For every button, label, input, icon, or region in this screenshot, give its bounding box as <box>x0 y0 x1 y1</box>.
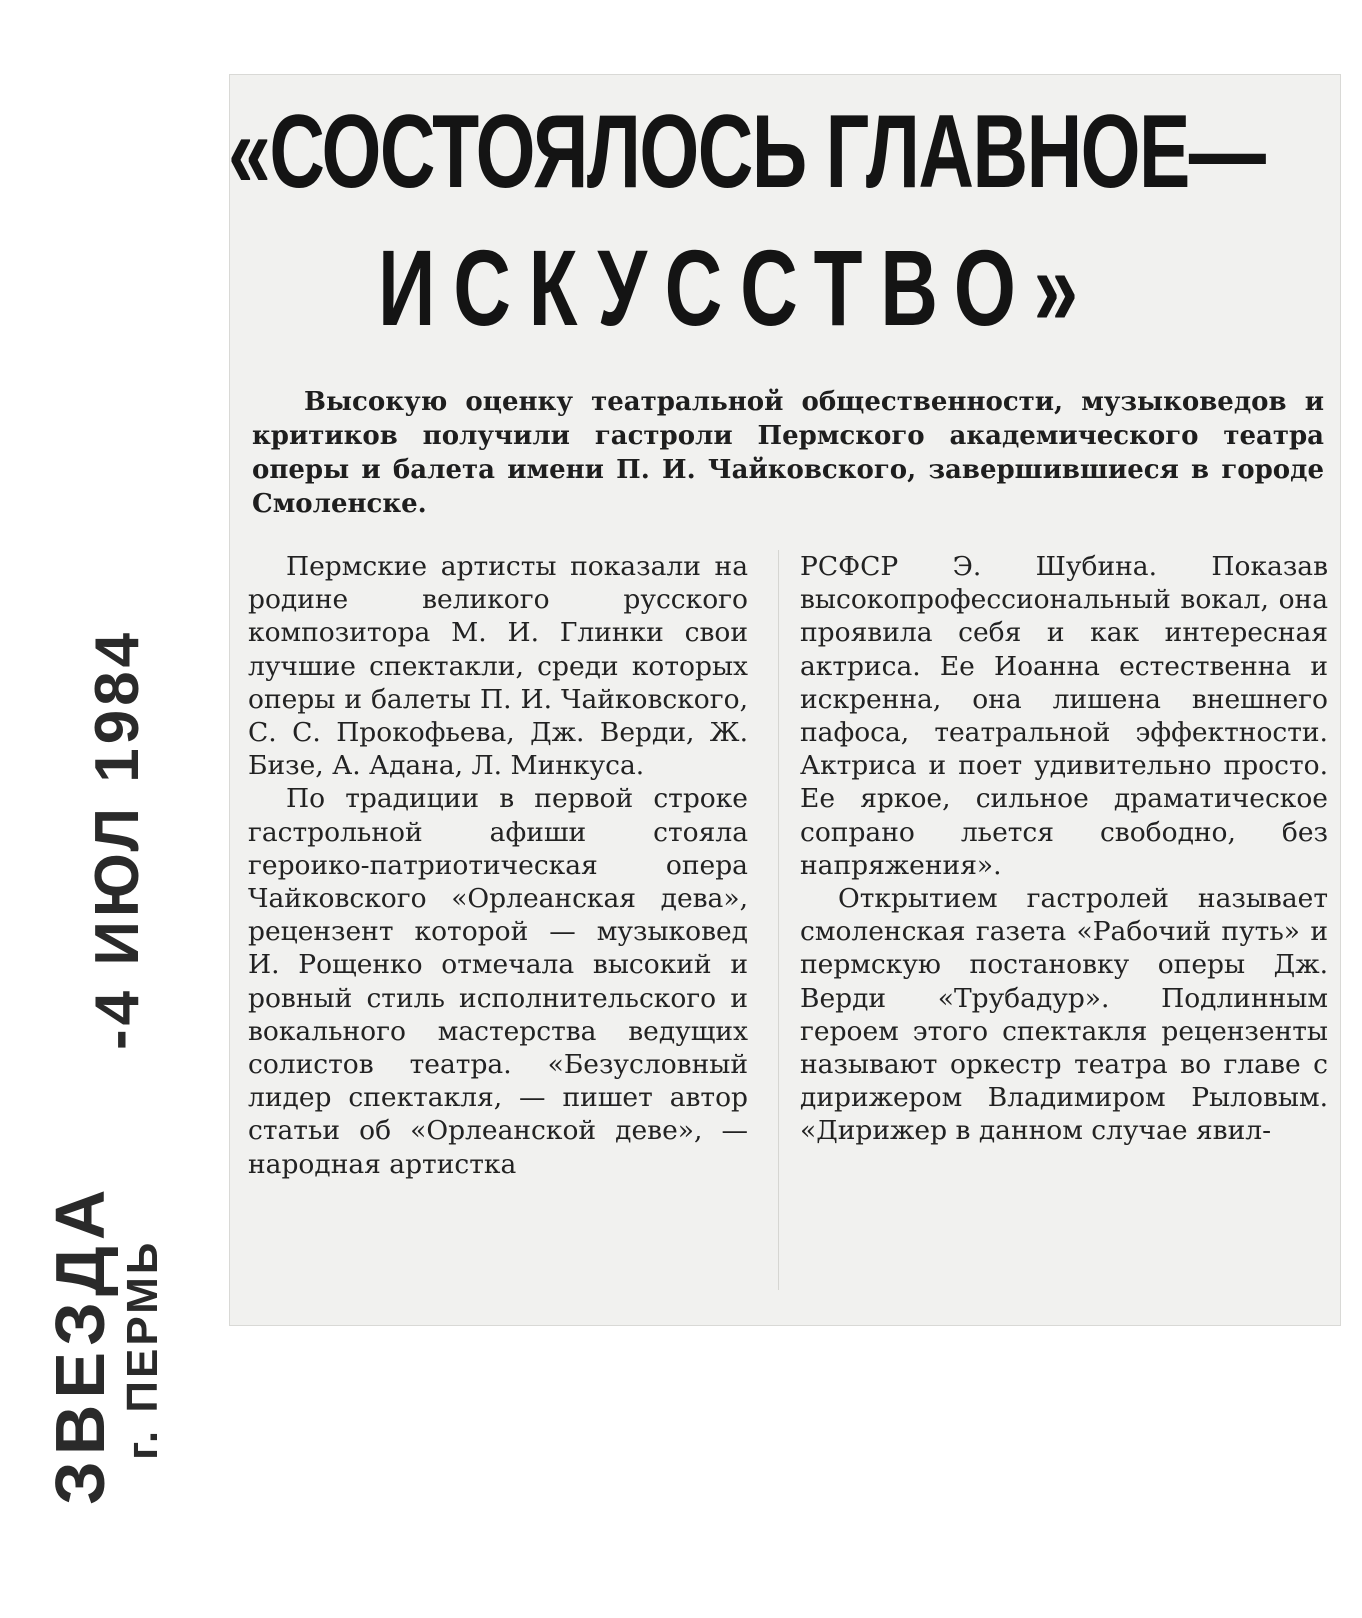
city-stamp: г. ПЕРМЬ <box>118 1239 167 1460</box>
newspaper-name-stamp: ЗВЕЗДА <box>41 1183 119 1505</box>
paragraph: Пермские артисты показали на родине великого русского композитора М. И. Глинки свои лучшие спектакли, среди которых оперы и балеты П. И. Чайковского, С. С. Прокофьева, Дж. Верди, Ж. Бизе, А. Адана, Л. Минкуса. <box>248 551 748 782</box>
article-headline <box>228 94 1338 348</box>
column-divider <box>778 550 779 1290</box>
headline-line-2: ИСКУССТВО» <box>378 227 1096 348</box>
paragraph: Открытием гастролей называет смоленская газета «Рабочий путь» и пермскую постановку оперы Дж. Верди «Трубадур». Подлинным героем этого спектакля рецензенты называют оркестр театра во главе с дирижером Владимиром Рыловым. «Дирижер в данном случае явил- <box>800 883 1328 1147</box>
article-lead: Высокую оценку театральной общественности, музыковедов и критиков получили гастроли Пермского академического театра оперы и балета имени П. И. Чайковского, завершившиеся в городе Смоленске. <box>252 387 1324 519</box>
article-column-left <box>248 550 748 1181</box>
date-stamp: -4 ИЮЛ 1984 <box>83 628 152 1050</box>
article-column-right <box>800 550 1328 1148</box>
paragraph: По традиции в первой строке гастрольной афиши стояла героико-патриотическая опера Чайковского «Орлеанская дева», рецензент которой — музыковед И. Рощенко отмечала высокий и ровный стиль исполнительского и вокального мастерства ведущих солистов театра. «Безусловный лидер спектакля, — пишет автор статьи об «Орлеанской деве», — народная артистка <box>248 783 748 1180</box>
headline-line-1: «СОСТОЯЛОСЬ ГЛАВНОЕ— <box>228 94 1265 210</box>
paragraph: РСФСР Э. Шубина. Показав высокопрофессиональный вокал, она проявила себя и как интересная актриса. Ее Иоанна естественна и искренна, она лишена внешнего пафоса, театральной эффектности. Актриса и поет удивительно просто. Ее яркое, сильное драматическое сопрано льется свободно, без напряжения». <box>800 551 1328 881</box>
